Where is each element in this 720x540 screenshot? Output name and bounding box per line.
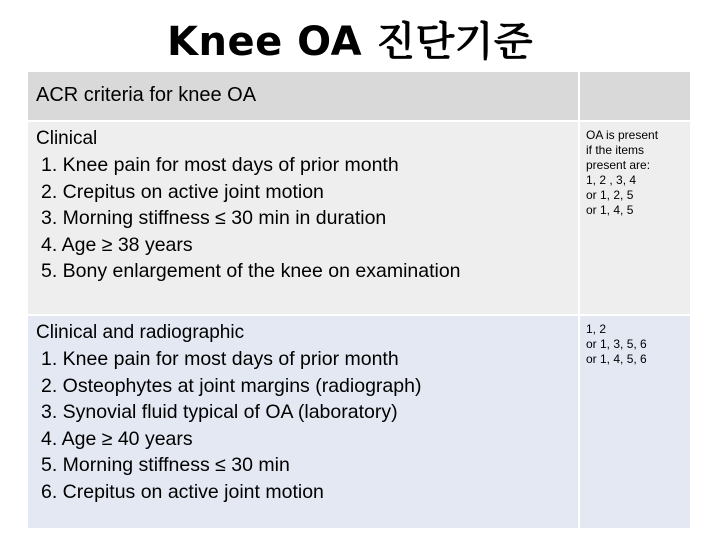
note-line: or 1, 4, 5	[586, 203, 634, 217]
note-line: OA is present	[586, 128, 659, 142]
radiographic-row	[28, 316, 690, 530]
list-item: 4. Age ≥ 40 years	[41, 427, 193, 450]
note-line: or 1, 2, 5	[586, 188, 634, 202]
list-item: 1. Knee pain for most days of prior month	[41, 154, 399, 176]
note-line: or 1, 3, 5, 6	[586, 337, 647, 351]
clinical-label: Clinical	[36, 128, 98, 149]
clinical-criteria-cell	[28, 122, 580, 316]
list-item: 5. Morning stiffness ≤ 30 min	[41, 454, 290, 476]
note-line: or 1, 4, 5, 6	[586, 352, 647, 366]
table-header-row	[28, 72, 690, 122]
clinical-row	[28, 122, 690, 316]
note-line: 1, 2	[586, 322, 607, 336]
clinical-criteria-list	[28, 152, 578, 285]
radiographic-label: Clinical and radiographic	[36, 322, 245, 343]
note-line: 1, 2 , 3, 4	[586, 173, 637, 187]
table-header-cell: ACR criteria for knee OA	[28, 72, 580, 122]
list-item: 4. Age ≥ 38 years	[41, 233, 193, 256]
note-line: if the items	[586, 143, 645, 157]
list-item: 6. Crepitus on active joint motion	[41, 480, 324, 503]
radiographic-rule-cell	[580, 316, 690, 530]
page-title: Knee OA 진단기준	[166, 19, 534, 65]
list-item: 1. Knee pain for most days of prior month	[41, 348, 399, 370]
clinical-rule-note	[580, 122, 690, 218]
list-item: 3. Morning stiffness ≤ 30 min in duration	[41, 207, 387, 229]
radiographic-criteria-cell	[28, 316, 580, 530]
table-header-empty-cell	[580, 72, 690, 122]
list-item: 2. Crepitus on active joint motion	[41, 180, 324, 203]
list-item: 5. Bony enlargement of the knee on examination	[41, 260, 461, 282]
note-line: present are:	[586, 158, 651, 172]
radiographic-rule-note	[580, 316, 690, 367]
radiographic-criteria-list	[28, 346, 578, 505]
list-item: 2. Osteophytes at joint margins (radiograph)	[41, 374, 422, 397]
clinical-rule-cell	[580, 122, 690, 316]
criteria-table	[28, 72, 690, 530]
list-item: 3. Synovial fluid typical of OA (laboratory)	[41, 401, 398, 423]
